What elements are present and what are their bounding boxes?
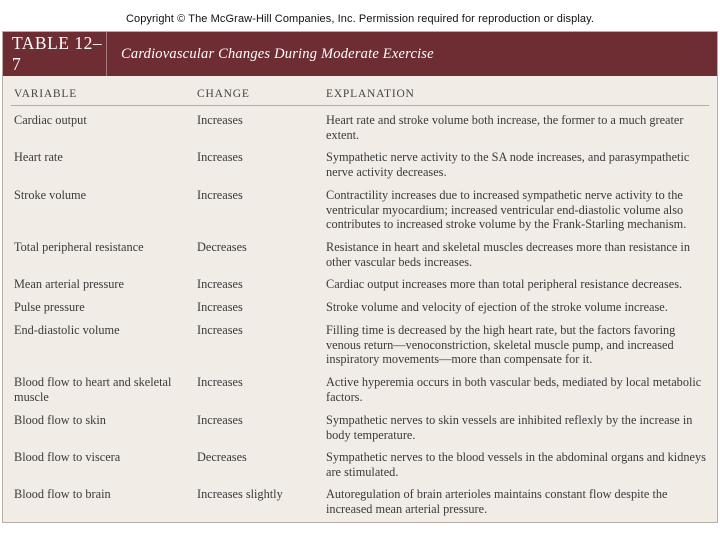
- cell-explanation: Contractility increases due to increased sympathetic nerve activity to the ventricular myocardium; increased ventricular end-diastolic volume also contributes to increased stroke volume by the Frank-Starling mechanism.: [326, 188, 687, 231]
- cell-variable: Mean arterial pressure: [14, 277, 124, 291]
- cell-variable: Total peripheral resistance: [14, 240, 144, 254]
- cell-variable: Cardiac output: [14, 113, 87, 127]
- table-number: TABLE 12–7: [12, 33, 103, 74]
- cell-variable: Blood flow to heart and skeletal muscle: [14, 375, 172, 404]
- cell-variable: Blood flow to brain: [14, 487, 111, 501]
- table-body: [3, 32, 717, 522]
- cell-change: Increases: [197, 375, 243, 389]
- cell-change: Decreases: [197, 450, 247, 464]
- cell-change: Increases: [197, 413, 243, 427]
- cell-change: Increases: [197, 113, 243, 127]
- header-change: CHANGE: [197, 88, 250, 100]
- cell-variable: Stroke volume: [14, 188, 87, 202]
- cell-change: Increases: [197, 300, 243, 314]
- cell-explanation: Sympathetic nerves to the blood vessels in the abdominal organs and kidneys are stimulated.: [326, 450, 706, 479]
- header-explanation: EXPLANATION: [326, 88, 415, 100]
- cell-variable: Blood flow to viscera: [14, 450, 121, 464]
- cell-explanation: Cardiac output increases more than total peripheral resistance decreases.: [326, 277, 683, 291]
- cell-explanation: Filling time is decreased by the high heart rate, but the factors favoring venous return—venoconstriction, skeletal muscle pump, and increased inspiratory movements—more than compensate for it.: [326, 323, 676, 366]
- cell-change: Increases: [197, 188, 243, 202]
- copyright-notice: Copyright © The McGraw-Hill Companies, Inc. Permission required for reproduction or display.: [125, 13, 595, 25]
- cell-explanation: Sympathetic nerves to skin vessels are inhibited reflexly by the increase in body temperature.: [326, 413, 693, 442]
- cell-variable: End-diastolic volume: [14, 323, 120, 337]
- cell-change: Increases: [197, 323, 243, 337]
- cell-explanation: Heart rate and stroke volume both increase, the former to a much greater extent.: [326, 113, 684, 142]
- header-variable: VARIABLE: [14, 88, 78, 100]
- cell-change: Increases: [197, 277, 243, 291]
- cell-variable: Heart rate: [14, 150, 63, 164]
- cell-explanation: Sympathetic nerve activity to the SA node increases, and parasympathetic nerve activity decreases.: [326, 150, 690, 179]
- data-table: [2, 31, 718, 523]
- cell-explanation: Active hyperemia occurs in both vascular beds, mediated by local metabolic factors.: [326, 375, 702, 404]
- cell-explanation: Stroke volume and velocity of ejection of the stroke volume increase.: [326, 300, 668, 314]
- cell-change: Increases: [197, 150, 243, 164]
- table-title: Cardiovascular Changes During Moderate Exercise: [121, 45, 434, 62]
- cell-variable: Blood flow to skin: [14, 413, 106, 427]
- cell-explanation: Resistance in heart and skeletal muscles decreases more than resistance in other vascular beds increases.: [326, 240, 690, 269]
- cell-explanation: Autoregulation of brain arterioles maintains constant flow despite the increased mean arterial pressure.: [326, 487, 668, 516]
- cell-variable: Pulse pressure: [14, 300, 85, 314]
- cell-change: Decreases: [197, 240, 247, 254]
- cell-change: Increases slightly: [197, 487, 283, 501]
